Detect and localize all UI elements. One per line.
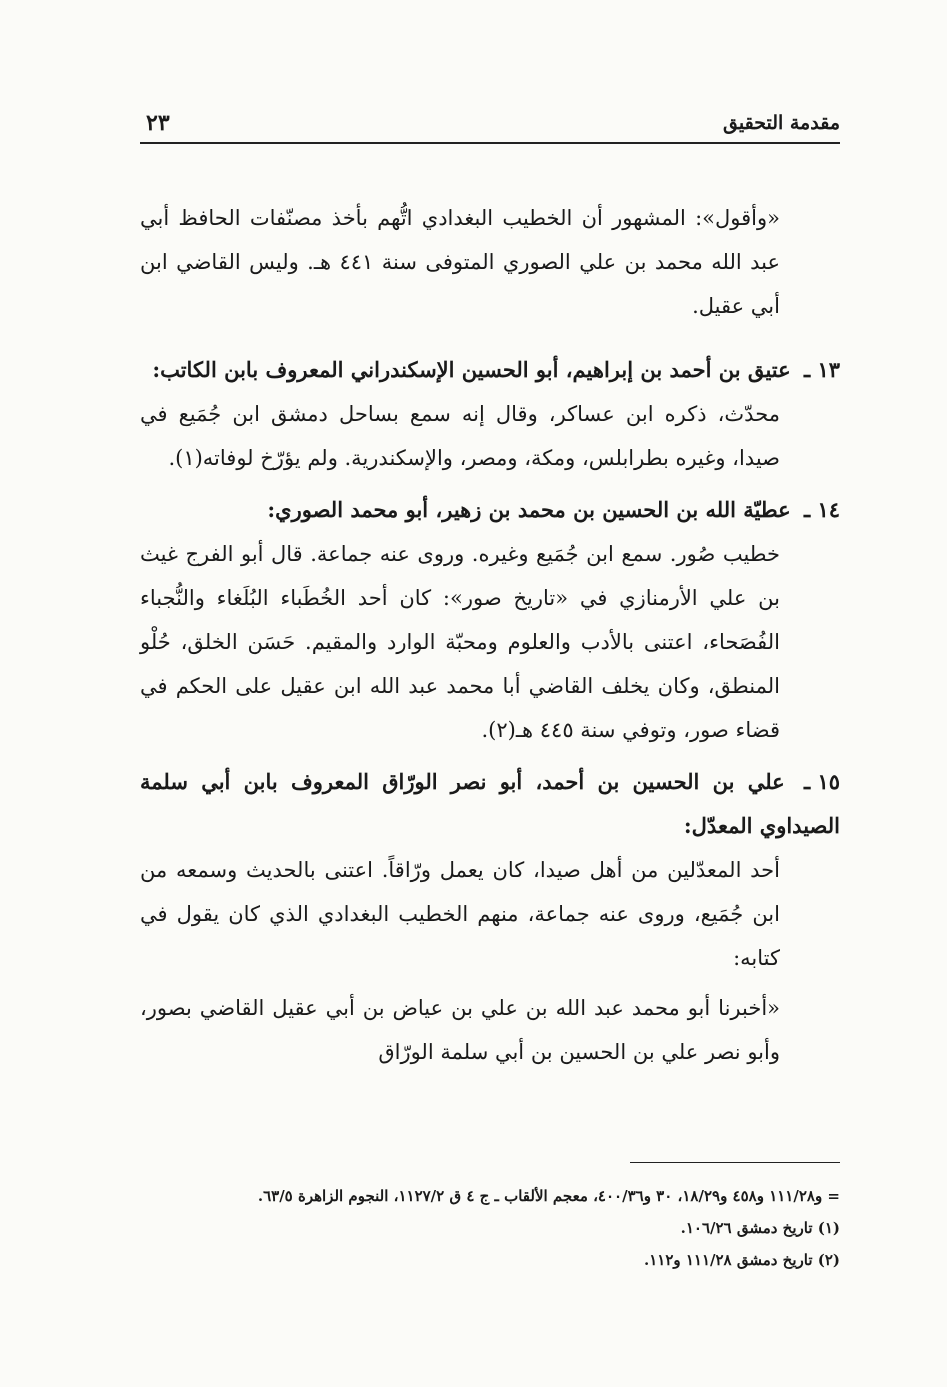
- entry-heading: [140, 488, 840, 532]
- entry-15: [140, 760, 840, 1074]
- entry-title: عطيّة الله بن الحسين بن محمد بن زهير، أبو محمد الصوري:: [267, 497, 791, 522]
- entry-title: علي بن الحسين بن أحمد، أبو نصر الورّاق المعروف بابن أبي سلمة الصيداوي المعدّل:: [140, 769, 840, 838]
- intro-paragraph: «وأقول»: المشهور أن الخطيب البغدادي اتُّهم بأخذ مصنّفات الحافظ أبي عبد الله محمد بن علي الصوري المتوفى سنة ٤٤١ هـ. وليس القاضي ابن أبي عقيل.: [140, 206, 780, 318]
- entry-number: ١٥ ـ: [803, 769, 840, 794]
- entry-number: ١٣ ـ: [803, 357, 840, 382]
- page-header: [140, 108, 840, 144]
- footnote-continuation: = و١١١/٢٨ و٤٥٨ و١٨/٢٩، ٣٠ و٤٠٠/٣٦، معجم الألقاب ـ ج ٤ ق ١١٢٧/٢، النجوم الزاهرة ٦٣/٥.: [257, 1187, 840, 1205]
- entry-number: ١٤ ـ: [803, 497, 840, 522]
- entry-body: محدّث، ذكره ابن عساكر، وقال إنه سمع بساحل دمشق ابن جُمَيع في صيدا، وغيره بطرابلس، ومكة، ومصر، والإسكندرية. ولم يؤرّخ لوفاته(١).: [140, 402, 780, 470]
- page-number: ٢٣: [146, 110, 170, 136]
- entry-quote: «أخبرنا أبو محمد عبد الله بن علي بن عياض بن أبي عقيل القاضي بصور، وأبو نصر علي بن الحسين بن أبي سلمة الورّاق: [140, 996, 780, 1064]
- entry-title: عتيق بن أحمد بن إبراهيم، أبو الحسين الإسكندراني المعروف بابن الكاتب:: [152, 357, 791, 382]
- entry-body: خطيب صُور. سمع ابن جُمَيع وغيره. وروى عنه جماعة. قال أبو الفرج غيث بن علي الأرمنازي في «تاريخ صور»: كان أحد الخُطَباء البُلَغاء والنُّجباء الفُصَحاء، اعتنى بالأدب والعلوم ومحبّة الوارد والمقيم. حَسَن الخلق، حُلْو المنطق، وكان يخلف القاضي أبا محمد عبد الله ابن عقيل على الحكم في قضاء صور، وتوفي سنة ٤٤٥ هـ(٢).: [140, 542, 780, 742]
- footnote-1: (١) تاريخ دمشق ١٠٦/٢٦.: [680, 1219, 840, 1237]
- footnotes: [140, 1180, 840, 1276]
- footnote-2: (٢) تاريخ دمشق ١١١/٢٨ و١١٢.: [643, 1251, 840, 1269]
- entry-14: [140, 488, 840, 752]
- entry-13: [140, 348, 840, 480]
- entry-heading: [140, 760, 840, 848]
- entry-heading: [140, 348, 840, 392]
- header-title: مقدمة التحقيق: [723, 112, 840, 134]
- entry-body: أحد المعدّلين من أهل صيدا، كان يعمل ورّاقاً. اعتنى بالحديث وسمعه من ابن جُمَيع، وروى عنه جماعة، منهم الخطيب البغدادي الذي كان يقول في كتابه:: [140, 858, 780, 970]
- footnote-divider: [630, 1162, 840, 1163]
- entries-list: [140, 340, 840, 1074]
- intro-section: [140, 196, 840, 328]
